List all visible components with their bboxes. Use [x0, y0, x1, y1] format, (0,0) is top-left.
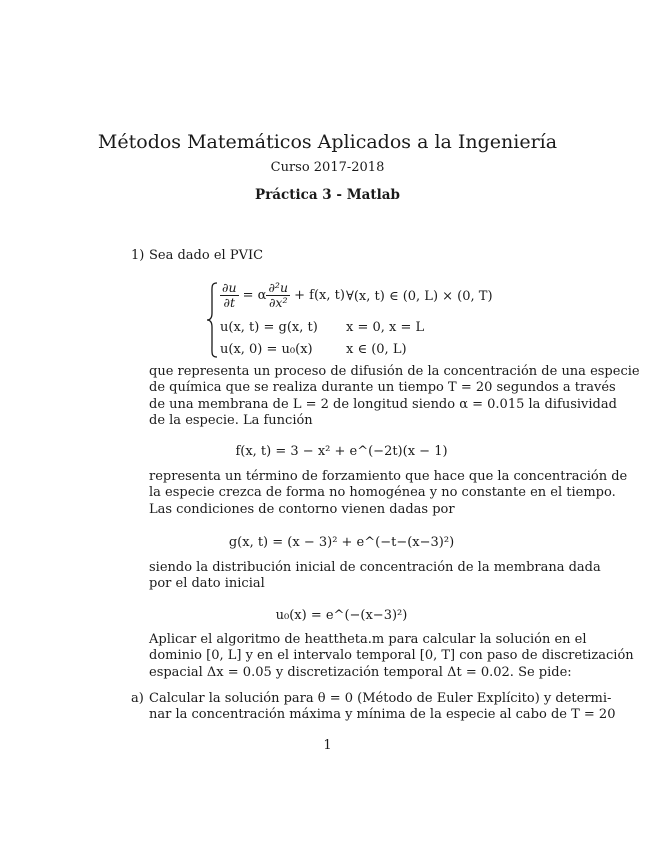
initial-condition-expr: u(x, 0) = u₀(x) [220, 342, 313, 357]
problem-1-intro: Sea dado el PVIC [149, 248, 264, 263]
paragraph-diffusion-description [149, 364, 640, 429]
d2u-dx2-fraction: $\frac{\text{∂²u}}{\text{∂x²}}$ [268, 280, 288, 310]
pde-forcing-term: + f(x, t) [294, 288, 345, 303]
text-line: siendo la distribución inicial de concentración de la membrana dada [149, 560, 601, 575]
document-title: Métodos Matemáticos Aplicados a la Ingeniería [97, 131, 558, 153]
text-line: de química que se realiza durante un tiempo T = 20 segundos a través [149, 380, 616, 396]
initial-function-equation: u₀(x) = e^(−(x−3)²) [275, 608, 408, 623]
text-line: de una membrana de L = 2 de longitud siendo α = 0.015 la difusividad [149, 396, 617, 412]
text-line: espacial Δx = 0.05 y discretización temporal Δt = 0.02. Se pide: [149, 664, 572, 680]
paragraph-algorithm-instructions [149, 632, 634, 681]
boundary-condition-expr: u(x, t) = g(x, t) [220, 320, 318, 335]
text-line: Aplicar el algoritmo de heattheta.m para calcular la solución en el [149, 632, 587, 647]
text-line: Las condiciones de contorno vienen dadas por [149, 501, 455, 517]
boundary-condition-domain: x = 0, x = L [346, 320, 425, 335]
text-line: nar la concentración máxima y mínima de la especie al cabo de T = 20 [149, 707, 616, 723]
boundary-function-equation: g(x, t) = (x − 3)² + e^(−t−(x−3)²) [228, 535, 455, 550]
course-year: Curso 2017-2018 [270, 160, 385, 175]
page-number: 1 [323, 738, 332, 753]
text-line: la especie crezca de forma no homogénea y no constante en el tiempo. [149, 485, 616, 501]
pde-equation-lhs [220, 281, 345, 310]
forcing-function-equation: f(x, t) = 3 − x² + e^(−2t)(x − 1) [235, 444, 448, 459]
paragraph-forcing-description [149, 469, 628, 518]
item-a-label: a) [131, 691, 144, 706]
initial-condition-domain: x ∈ (0, L) [346, 342, 407, 357]
text-line: que representa un proceso de difusión de la concentración de una especie [149, 364, 640, 379]
du-dt-fraction: $\frac{\partial u}{\partial t}$ [222, 280, 237, 310]
left-brace-icon [205, 281, 219, 359]
pde-domain-condition: ∀(x, t) ∈ (0, L) × (0, T) [346, 289, 493, 304]
problem-1-label: 1) [131, 248, 145, 263]
text-line: representa un término de forzamiento que hace que la concentración de [149, 469, 628, 484]
paragraph-initial-distribution [149, 560, 601, 593]
text-line: de la especie. La función [149, 412, 313, 428]
item-a-text [149, 691, 616, 724]
pde-equals-alpha: = α [242, 288, 267, 303]
text-line: dominio [0, L] y en el intervalo temporal [0, T] con paso de discretización [149, 648, 634, 664]
text-line: por el dato inicial [149, 576, 265, 592]
practica-heading: Práctica 3 - Matlab [255, 187, 400, 203]
text-line: Calcular la solución para θ = 0 (Método de Euler Explícito) y determi- [149, 691, 612, 706]
